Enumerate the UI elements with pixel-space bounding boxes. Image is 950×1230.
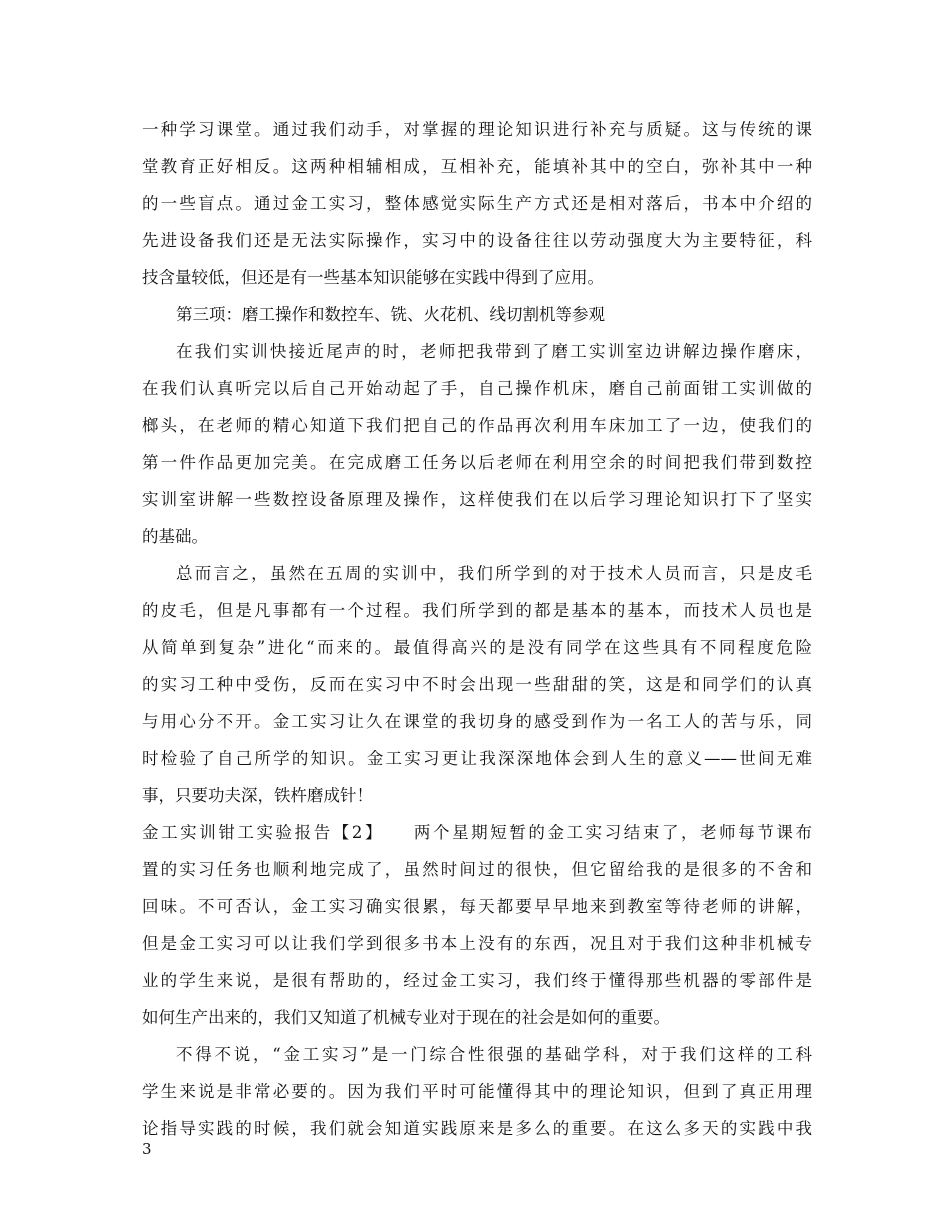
body-text-line: 在我们实训快接近尾声的时，老师把我带到了磨工实训室边讲解边操作磨床， <box>176 342 812 361</box>
body-text-line: 先进设备我们还是无法实际操作，实习中的设备往往以劳动强度大为主要特征，科 <box>142 231 812 250</box>
report-title-line: 金工实训钳工实验报告【2】 两个星期短暂的金工实习结束了，老师每节课布 <box>142 823 812 842</box>
body-text-line: 一种学习课堂。通过我们动手，对掌握的理论知识进行补充与质疑。这与传统的课 <box>142 120 812 139</box>
page-number: 3 <box>142 1140 152 1158</box>
body-text-line: 技含量较低，但还是有一些基本知识能够在实践中得到了应用。 <box>142 268 604 287</box>
body-text-line: 总而言之，虽然在五周的实训中，我们所学到的对于技术人员而言，只是皮毛 <box>176 564 812 583</box>
body-text-line: 置的实习任务也顺利地完成了，虽然时间过的很快，但它留给我的是很多的不舍和 <box>142 860 812 879</box>
body-text-line: 论指导实践的时候，我们就会知道实践原来是多么的重要。在这么多天的实践中我 <box>142 1119 812 1138</box>
body-text-line: 从简单到复杂”进化“而来的。最值得高兴的是没有同学在这些具有不同程度危险 <box>142 638 812 657</box>
body-text-line: 不得不说，“金工实习”是一门综合性很强的基础学科，对于我们这样的工科 <box>176 1045 812 1064</box>
body-text-line: 堂教育正好相反。这两种相辅相成，互相补充，能填补其中的空白，弥补其中一种 <box>142 157 812 176</box>
body-text-line: 的一些盲点。通过金工实习，整体感觉实际生产方式还是相对落后，书本中介绍的 <box>142 194 812 213</box>
body-text-line: 的皮毛，但是凡事都有一个过程。我们所学到的都是基本的基本，而技术人员也是 <box>142 601 812 620</box>
body-text-line: 如何生产出来的，我们又知道了机械专业对于现在的社会是如何的重要。 <box>142 1008 670 1027</box>
body-text-line: 与用心分不开。金工实习让久在课堂的我切身的感受到作为一名工人的苦与乐，同 <box>142 712 812 731</box>
body-text-line: 实训室讲解一些数控设备原理及操作，这样使我们在以后学习理论知识打下了坚实 <box>142 490 812 509</box>
body-text-line: 的实习工种中受伤，反而在实习中不时会出现一些甜甜的笑，这是和同学们的认真 <box>142 675 812 694</box>
body-text-line: 业的学生来说，是很有帮助的，经过金工实习，我们终于懂得那些机器的零部件是 <box>142 971 812 990</box>
body-text-line: 事，只要功夫深，铁杵磨成针！ <box>142 786 373 805</box>
body-text-line: 第一件作品更加完美。在完成磨工任务以后老师在利用空余的时间把我们带到数控 <box>142 453 812 472</box>
body-text-line: 回味。不可否认，金工实习确实很累，每天都要早早地来到教室等待老师的讲解， <box>142 897 812 916</box>
body-text-line: 的基础。 <box>142 527 208 546</box>
body-text-line: 在我们认真听完以后自己开始动起了手，自己操作机床，磨自己前面钳工实训做的 <box>142 379 812 398</box>
body-text-line: 时检验了自己所学的知识。金工实习更让我深深地体会到人生的意义——世间无难 <box>142 749 812 768</box>
body-text-line: 但是金工实习可以让我们学到很多书本上没有的东西，况且对于我们这种非机械专 <box>142 934 812 953</box>
body-text-line: 学生来说是非常必要的。因为我们平时可能懂得其中的理论知识，但到了真正用理 <box>142 1082 812 1101</box>
section-heading: 第三项：磨工操作和数控车、铣、火花机、线切割机等参观 <box>176 305 605 324</box>
body-text-line: 榔头，在老师的精心知道下我们把自己的作品再次利用车床加工了一边，使我们的 <box>142 416 812 435</box>
